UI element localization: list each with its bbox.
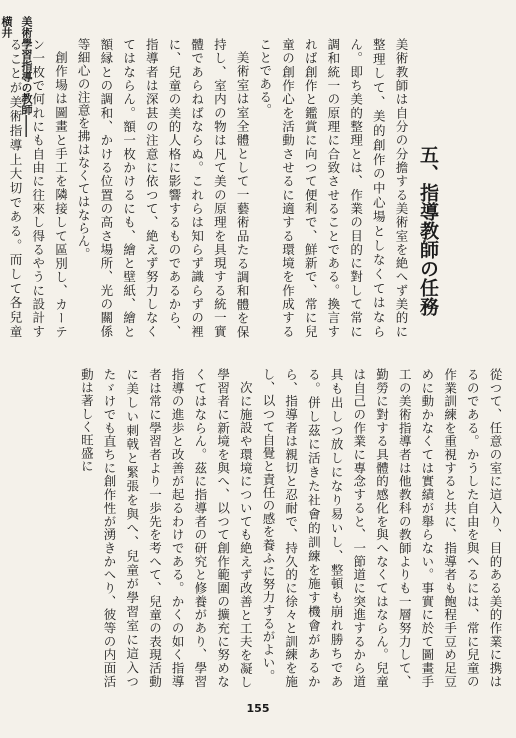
upper-text-block	[10, 38, 412, 338]
running-header: 美術學習指導の教師――横井	[0, 16, 33, 137]
page-number: 155	[246, 702, 270, 715]
lower-text-block	[10, 368, 506, 688]
paragraph: 從つて、任意の室に這入り、目的ある美的作業に携はるのである。かうした自由を與へるには、常に兒童の作業訓練を重視すると共に、指導者も飽程手豆め足豆めに動かなくては實績が舉らない。事實に於て圖畫手工の美術指導者は他教科の教師よりも一層努力して、勤勞に對する具體的感化を與へなくてはならん。兒童は自己の作業に專念すると、一節道に突進するから道具も出しつ放しになり易いし、整頓も崩れ勝ちである。併し茲に活きた社會的訓練を施す機會があるから、指導者は親切と忍耐で、持久的に徐々と訓練を施し、以つて自覺と責任の感を養ふに努力するがよい。	[260, 368, 503, 688]
paragraph: 創作場は圖畫と手工を隣接して區別し、カーテン一枚で何れにも自由に往來し得るやうに設計することが美術指導上大切である。而して各兒童	[8, 38, 69, 338]
section-heading: 五、指導教師の任務	[417, 145, 439, 316]
paragraph: 美術教師は自分の分擔する美術室を絶へず美的に整理して、美的創作の中心場としなくてはならん。即ち美的整理とは、作業の目的に對して常に調和統一の原理に合致させることである。換言すれば創作と鑑賞に向つて便利で、鮮新で、常に兒童の創作心を活動させるに適する環境を作成することである。	[257, 38, 409, 338]
paragraph: 次に施設や環境についても絶えず改善と工夫を凝し學習者に新境を與へ、以つて創作範圍の擴充に努めなくてはならん。茲に指導者の研究と修養があり、學習指導の進歩と改善が起るわけである。かくの如く指導者は常に學習者より一歩先を考へて、兒童の表現活動に美しい刺戟と緊張を與へ、兒童が學習室に這入つたゞけでも直ちに創作性が湧きかへり、彼等の内面活動は著しく旺盛に	[79, 368, 254, 688]
paragraph: 美術室は室全體として一藝術品たる調和體を保持し、室内の物は凡て美の原理を具現する統一實體であらねばならぬ。これらは知らず識らずの裡に、兒童の美的人格に影響するものであるから、指導者は深甚の注意に依つて、絶えず努力しなくてはならん。額一枚かけるにも、繪と壁紙、繪と額縁との調和、かける位置の高さ場所、光の關係等細心の注意を拂はなくてはならん。	[76, 38, 251, 338]
